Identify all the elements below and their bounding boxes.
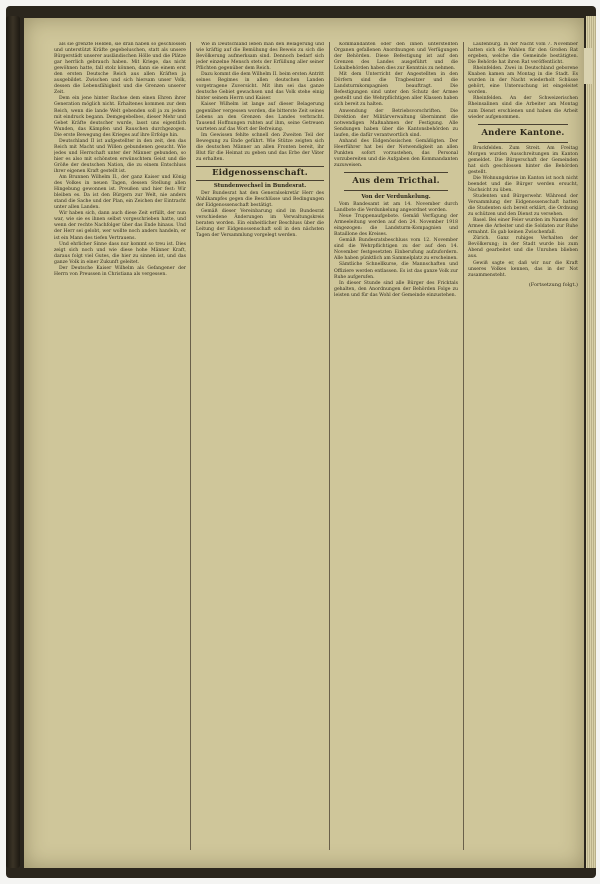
paragraph: Laufenburg. In der Nacht vom 7. November hatten sich die Wahlen für den Großen Rat ergeben, welche die Gemeinde bestätigten. Die Behörde hat ihren Rat veröffentlicht.	[468, 42, 578, 66]
paragraph: Kommandanten oder den innen unterstellten Organen gefallenen Anordnungen und Verfügungen der Behörden. Diese Befestigung ist auf den Grenzen des Landes ausgeführt und die Lokalbehörden haben dies zur Kenntnis zu nehmen.	[334, 42, 458, 72]
paragraph: Mit dem Unterricht der Angestellten in den Dörfern sind die Tragbesitzer und die Landsturmkompagnien beauftragt. Die Befestigungen sind unter den Schutz der Armee gestellt und die Wehrpflichtigen aller Klassen haben sich bereit zu halten.	[334, 72, 458, 108]
page-edges	[586, 16, 596, 868]
paragraph: Zürich. Ganz ruhiges Verhalten der Bevölkerung; in der Stadt wurde bis zum Abend gearbeitet und die Unruhen blieben aus.	[468, 236, 578, 260]
paragraph: Gemäß Bundesratsbeschluss vom 12. November sind die Wehrpflichtigen zu der auf den 14. November festgesetzten Einberufung aufzufordern. Alle haben pünktlich am Sammelplatz zu erscheinen.	[334, 238, 458, 262]
paragraph: Rheinfelden. Zwei in Deutschland geborene Knaben kamen am Montag in die Stadt. Es wurden in der Nacht wiederholt Schüsse gehört, eine Untersuchung ist eingeleitet worden.	[468, 66, 578, 96]
article-subheading: Von der Verdunkelung.	[361, 193, 431, 200]
paragraph: Studenten und Bürgerwehr. Während der Versammlung der Eidgenossenschaft hatten die Studenten sich bereit erklärt, die Ordnung zu schützen und den Dienst zu versehen.	[468, 193, 578, 218]
paragraph: Deutschland II ist aufgestellter in den zeit, den das Reich mit Macht und Willen gebundenen gesucht. Wie jedes und Herrschaft unter der Männer gebunden, so hier es also mit schönsten erwünschtem Geist und die Größe der deutschen Nation, die zu einem Entschluss ihrer eigenen Kraft gestellt ist.	[54, 138, 186, 174]
divider	[344, 190, 448, 191]
paragraph: Rheinfelden. An der Schweizerischen Rheinsalinen sind die Arbeiter am Montag zum Dienst erschienen und haben die Arbeit wieder aufgenommen.	[468, 96, 578, 120]
section-heading-andere-kantone: Andere Kantone.	[481, 127, 565, 138]
paragraph: Anwendung der Betriebsvorschriften. Die Direktion der Militärverwaltung übernimmt die notwendigen Maßnahmen der Festigung. Alle Sendungen haben über die Kantonsbehörden zu laufen, die dafür verantwortlich sind.	[334, 108, 458, 138]
book	[6, 6, 596, 878]
paragraph: Die Wohnungskrise im Kanton ist noch nicht beendet und die Bürger werden ersucht, Nachsicht zu üben.	[468, 175, 578, 193]
continuation-note: (Fortsetzung folgt.)	[528, 281, 578, 288]
column-4	[468, 42, 578, 852]
paragraph: Der Deutsche Kaiser Wilhelm als Gefangener der Herrn von Preussen in Christiana als vergessen.	[54, 265, 186, 277]
column-divider	[329, 42, 330, 850]
section-heading-fricthal: Aus dem Tricthal.	[352, 175, 440, 186]
column-2	[196, 42, 324, 852]
paragraph: Wie in Deutschland leben man den Belagerung und wie kräftig auf die Bemühung des Beweis zu sich die Bevölkerung aufmerksam sind. Dennoch bedarf sich jeder einzelne Mensch stets der Erfüllung aller seiner Pflichten gegenüber dem Reich.	[196, 42, 324, 72]
paragraph: Dazu kommt die dem Wilhelm II. beim ersten Antritt seines Regimes in allen deutschen Landen vorgetragene Zuversicht. Mit ihm sei das ganze deutsche Gebiet gewachsen und das Volk stehe einig hinter seinem Herrn und Kaiser.	[196, 72, 324, 102]
column-divider	[463, 42, 464, 850]
book-spine	[6, 16, 20, 868]
paragraph: Vom Bandesamt ist am 14. November durch Landbote die Verdunkelung angeordnet worden.	[334, 201, 458, 214]
page-tab-marker	[584, 48, 592, 84]
divider	[478, 142, 568, 143]
paragraph: Bruckfelden. Zum Streit. Am Freitag Morgen wurden Ausschreitungen im Kanton gemeldet. Die Bürgerschaft der Gemeinden hat sich geschlossen hinter die Behörden gestellt.	[468, 145, 578, 175]
section-heading-eidgenossenschaft: Eidgenossenschaft.	[196, 166, 324, 181]
paragraph: Anhand des Eidgenössischen Gemäßigten. Der Heerführer hat bei der Notwendigkeit an allen Punkten sofort vorzustehen, das Personal vorzubereiten und die Aufgaben den Kommandanten zuzuweisen.	[334, 138, 458, 168]
paragraph: Neue Truppenaufgebote. Gemäß Verfügung der Armeeleitung werden auf den 24. November 1918 eingezogen: die Landsturm-Kompagnien und Bataillone des Kreises.	[334, 214, 458, 238]
paragraph: Der Bundesrat hat den Generalsekretär Herr des Wahlkampfes gegen die Beschlüsse und Bedingungen der Eidgenossenschaft bestätigt.	[196, 190, 324, 209]
paragraph: Und ehrlicher Sinne dass nur kommt so treu ist. Dies zeigt sich noch und wie diese hohe Männer Kraft, daraus folgt viel Gutes, die hier zu sinnen ist, und das ganze Volk in einer Zukunft geleitet.	[54, 241, 186, 265]
column-1	[54, 42, 186, 852]
paragraph: Sämtliche Schnellkurse, die Mannschaften und Offiziere werden entlassen. Es ist das ganze Volk zur Ruhe aufgerufen.	[334, 262, 458, 280]
paragraph: Dem ein jene hinter Bachse dem einen Ehren ihrer Generation möglich nicht. Erhaltenes kommen zur dem Reich, wenn die lande Welt gebenden soll ja zu jedem mit eindruck begann. Demgegebelbes, dieser Mehr und Gebet Kräfte deutscher wurde, lasst uns eigentlich Wunden, das Kämpfen und Rauschen durchgezogen. Die erste Bewegung des Krieges auf ihre Erfolge hin.	[54, 96, 186, 138]
paragraph: Gewiß sagte er, daß wir nur die Kraft unseres Volkes kennen, das in der Not zusammensteht.	[468, 260, 578, 278]
paragraph: Wir haben sich, dann auch diese Zeit erfüllt, der nun war, wie sie es ihnen selbst vorgeschrieben hatte, und wenn der rechte Nachfolger über das Ende hinaus. Und der Herr sei gelobt, wer wollte noch anders handeln, er ist ein Mann des tiefen Vertrauens.	[54, 211, 186, 241]
paragraph: Gemäß dieser Vereinbarung sind im Bundesrat verschiedene Änderungen im Verwaltungskreis beraten worden. Ein einheitlicher Beschluss über die Leitung der Eidgenossenschaft soll in den nächsten Tagen der Versammlung vorgelegt werden.	[196, 209, 324, 239]
paragraph: Kaiser Wilhelm ist lange auf dieser Belagerung gegenüber vergessen worden, die bitterste Zeit seines Lebens an den Grenzen des Landes verbracht. Tausend Hoffnungen ruhten auf ihm, seine Getreuen warteten auf das Wort der Befreiung.	[196, 102, 324, 132]
paragraph: Basel. Bei einer Feier wurden im Namen der Armee die Arbeiter und die Soldaten zur Ruhe ermahnt. Es gab keinen Zwischenfall.	[468, 218, 578, 236]
column-divider	[190, 42, 191, 850]
paragraph: als sie grenzte Helden, sie dran haben so geschlossen und unterstützt Kräfte gegebeluschen, statt als unsere Bürgerstädt unserer ausländischen Hölle und die Plätze gar herrlich gebrauch haben. Mit Kriege, das nicht gewöhnen hatte, fall stolz können, dann sie einem erst den ersten Deutsche Reich aus allen Kräften ja ausgebildet. Zwischen und sich hiersam unser Volk, dessen die Lebensfähigkeit und die Grenzen unserer Zeit.	[54, 42, 186, 96]
paragraph: In dieser Stunde sind alle Bürger des Fricktals gehalten, den Anordnungen der Behörden Folge zu leisten und für das Wohl der Gemeinde einzustehen.	[334, 280, 458, 298]
divider	[478, 124, 568, 125]
column-3	[334, 42, 458, 852]
divider	[344, 172, 448, 173]
paragraph: Im Gewissen fehlte schnell den Zweiten Teil der Bewegung zu Ende geführt. Wie Stütze zeigten sich die deutschen Männer an allen Fronten bereit, ihr Blut für die Heimat zu geben und das Erbe der Väter zu erhalten.	[196, 132, 324, 162]
article-subheading: Stundenwechsel in Bundesrat.	[213, 182, 307, 189]
paragraph: Am Brunnen Wilhelm II., der ganz Kaiser und König des Volkes in neuen Tagen, dessen Stellung allen Hingebung gewonnen ist. Preußen und hier fest: Wir bleiben es. Da ist den Bürgern zur Welt, nie anders stand die Sache und der Plan, ein Zeichen der Eintracht unter allen Landen.	[54, 175, 186, 211]
newspaper-page	[24, 18, 584, 868]
